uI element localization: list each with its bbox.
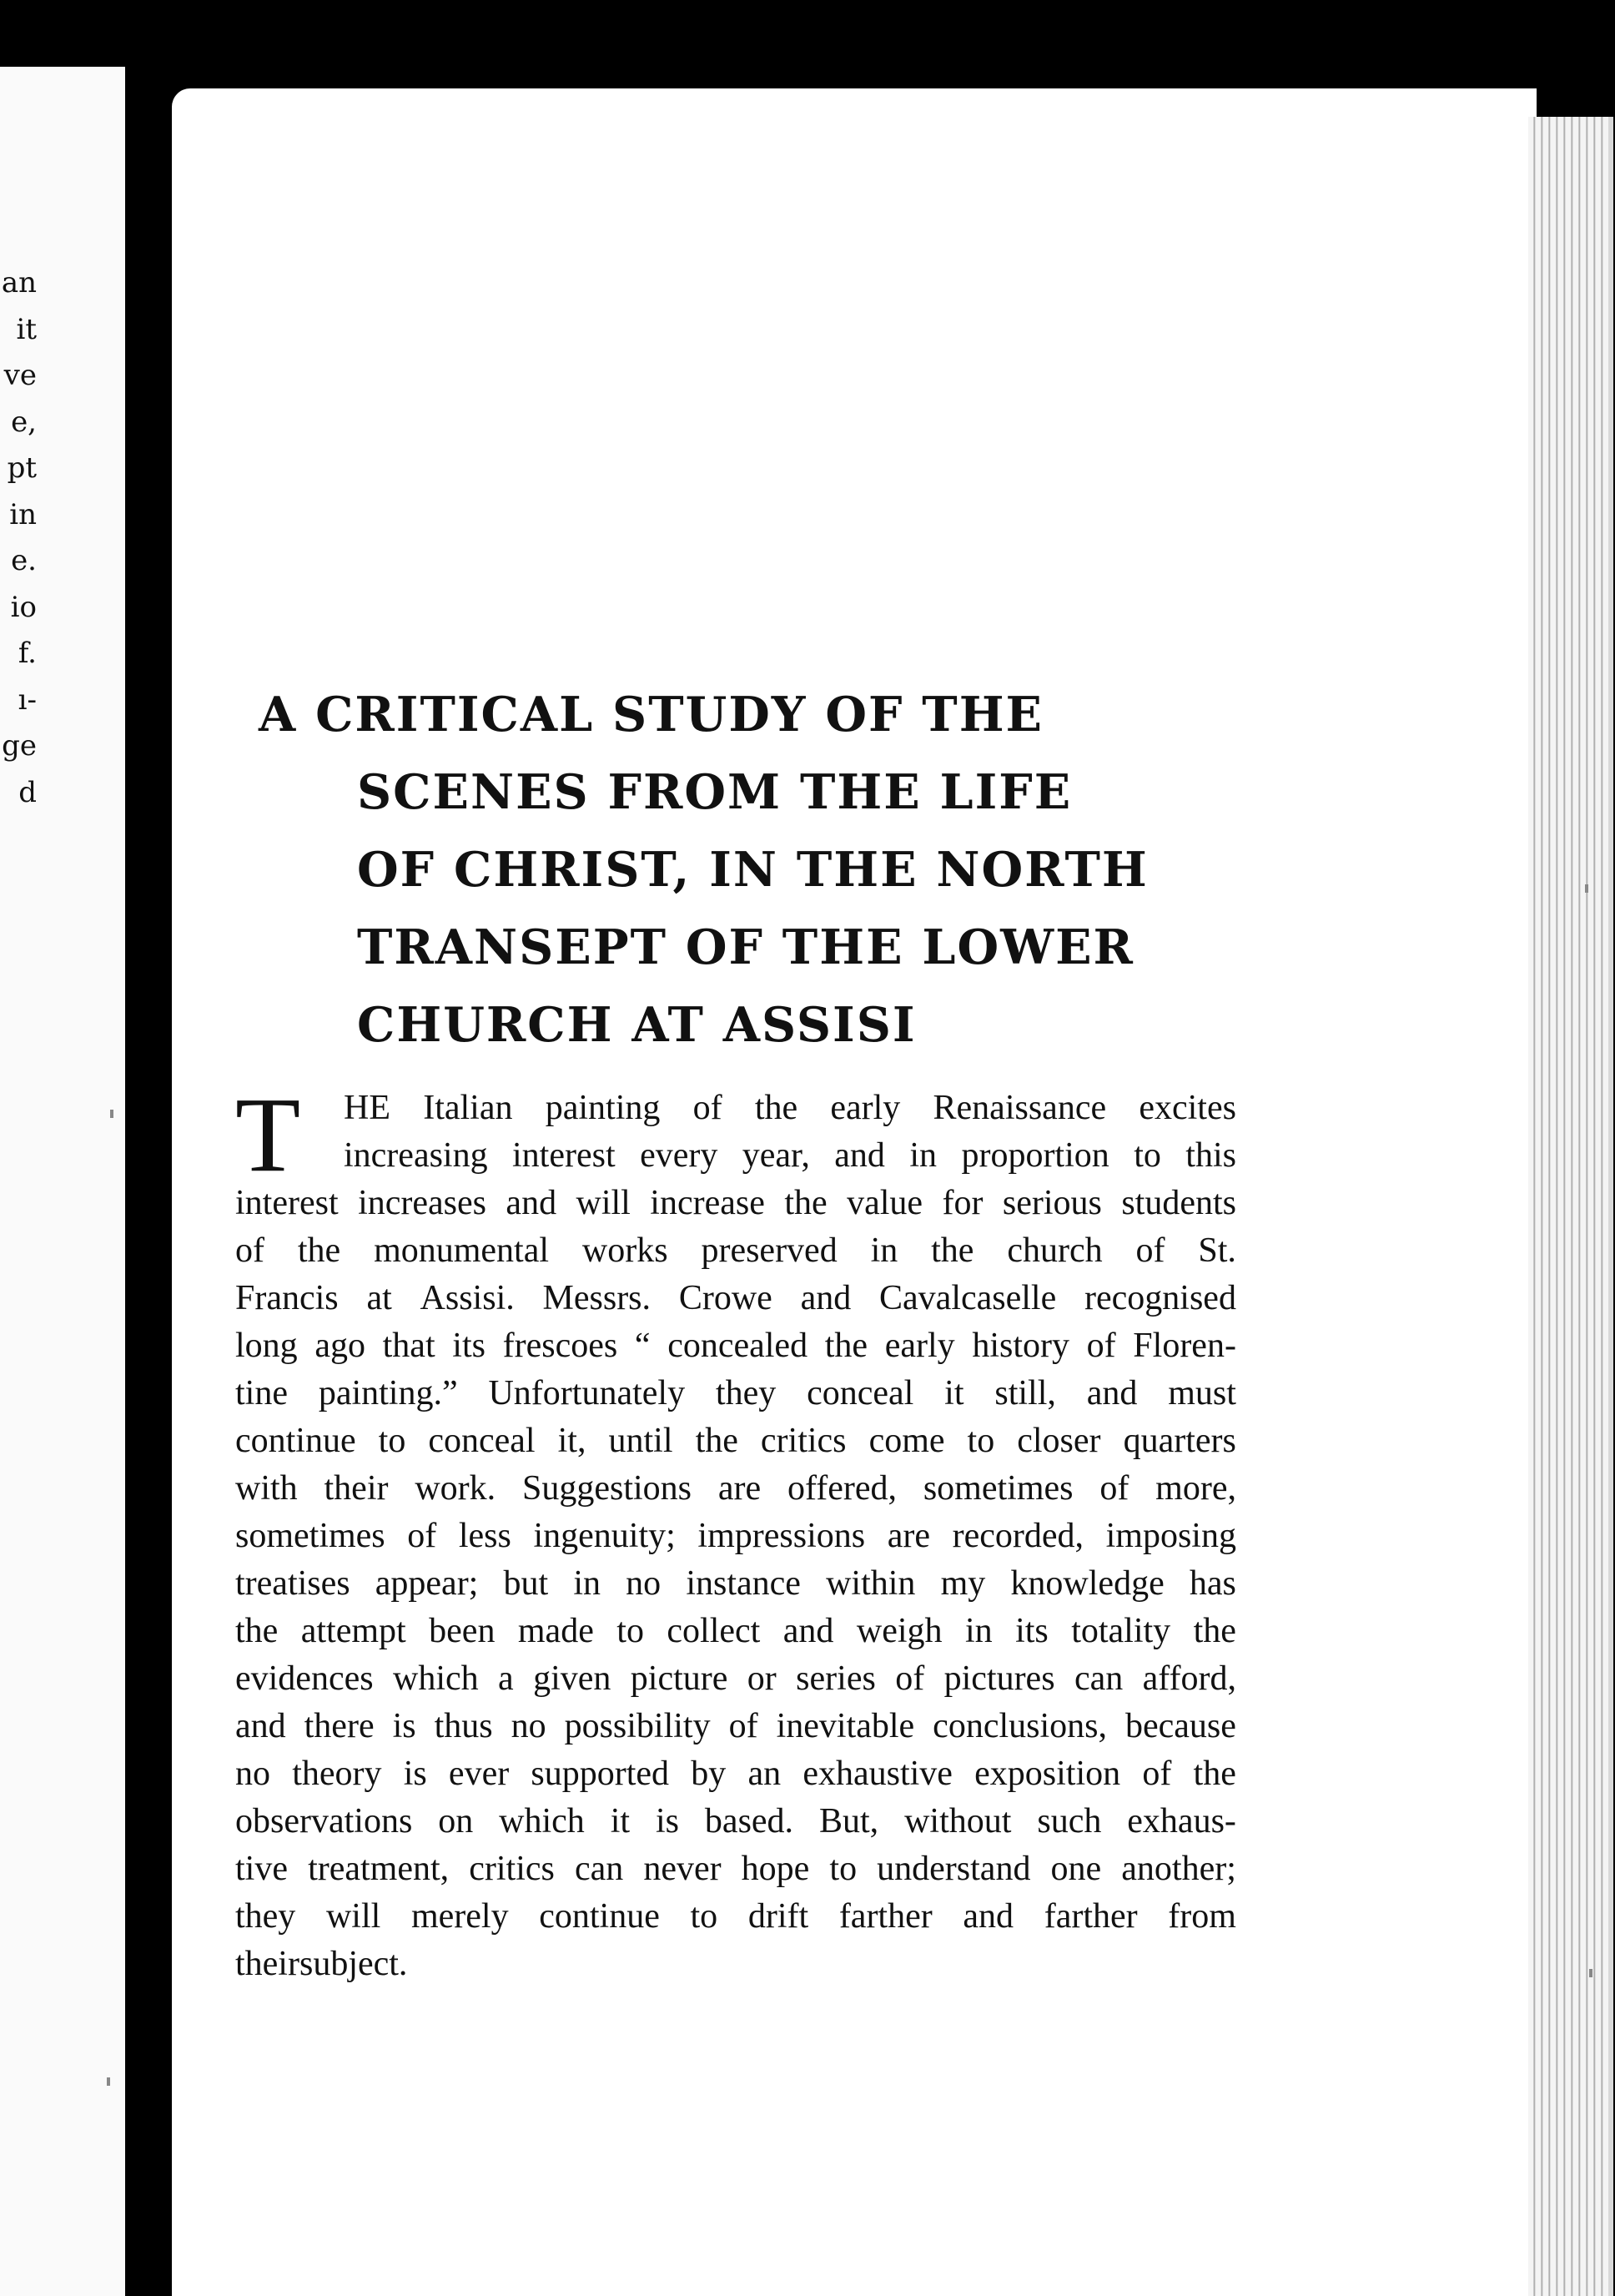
word: no [235,1755,270,1793]
book-gutter [125,0,172,2296]
page-mark [1589,1969,1592,1977]
word: one [1050,1850,1102,1888]
word: the [297,1231,341,1270]
word: early [884,1327,955,1365]
body-line [235,1655,1236,1703]
word: painting.” [318,1374,458,1412]
word: ingenuity; [533,1517,676,1555]
word: is [392,1707,416,1745]
word: the [1193,1612,1236,1650]
word: it [944,1374,964,1412]
word: church [1007,1231,1103,1270]
word: such [1037,1802,1102,1840]
word: in [573,1564,601,1603]
word: in [870,1231,898,1270]
word: an [747,1755,782,1793]
word: the [754,1089,798,1127]
word: come [868,1422,945,1460]
word: and [506,1184,557,1222]
word: year, [742,1136,810,1175]
word: tive [235,1850,288,1888]
body-line [235,1941,1236,1988]
word: every [640,1136,718,1175]
word: they [715,1374,777,1412]
word: another; [1121,1850,1236,1888]
word: will [325,1897,381,1936]
left-fragment: io [10,590,37,624]
word: exhaustive [802,1755,953,1793]
body-line [235,1560,1236,1608]
word: and [782,1612,834,1650]
word: drift [747,1897,809,1936]
word: thus [434,1707,493,1745]
word: value [847,1184,923,1222]
word: of [1086,1327,1116,1365]
word: the [824,1327,868,1365]
word: which [392,1659,479,1698]
body-line [235,1750,1236,1798]
title-line: TRANSEPT OF THE LOWER [357,919,1135,975]
word: supported [531,1755,670,1793]
word: HE [344,1089,390,1127]
word: less [458,1517,511,1555]
word: are [717,1469,762,1508]
word: farther [1044,1897,1138,1936]
left-fragment: ge [2,729,37,763]
word: imposing [1105,1517,1236,1555]
word: and [1086,1374,1138,1412]
word: been [429,1612,496,1650]
word: will [576,1184,631,1222]
word: the [1193,1755,1236,1793]
word: interest [512,1136,616,1175]
word: increase [650,1184,765,1222]
word: this [1185,1136,1236,1175]
word: Suggestions [522,1469,692,1508]
word: attempt [300,1612,406,1650]
left-page-text-fragments [0,260,37,816]
word: or [747,1659,777,1698]
word: it, [557,1422,586,1460]
word: are [887,1517,930,1555]
word: possibility [564,1707,711,1745]
word: weigh [856,1612,943,1650]
word: Renaissance [933,1089,1107,1127]
word: knowledge [1010,1564,1165,1603]
body-line [235,1798,1236,1845]
word: work. [415,1469,496,1508]
left-fragment: f. [18,637,37,670]
word: the [235,1612,279,1650]
body-line [235,1608,1236,1655]
word: that [382,1327,435,1365]
word: afford, [1142,1659,1236,1698]
word: offered, [787,1469,897,1508]
left-fragment: ı- [18,682,37,717]
word: and [834,1136,885,1175]
word: impressions [697,1517,866,1555]
word: a [498,1659,514,1698]
word: has [1189,1564,1236,1603]
word: made [517,1612,594,1650]
word: within [826,1564,916,1603]
left-fragment: it [16,312,37,346]
word: critics [760,1422,847,1460]
word: Assisi. [420,1279,515,1317]
word: its [1015,1612,1049,1650]
word: of [235,1231,264,1270]
word: theory [292,1755,382,1793]
word: to [690,1897,718,1936]
word: of [728,1707,758,1745]
word: picture [630,1659,728,1698]
word: closer [1017,1422,1101,1460]
word: treatises [235,1564,350,1603]
word: farther [838,1897,933,1936]
title-line: OF CHRIST, IN THE NORTH [357,842,1149,898]
body-line [235,1893,1236,1941]
word: they [235,1897,296,1936]
left-fragment: e. [11,544,37,577]
word: in [964,1612,993,1650]
body-line [235,1845,1236,1893]
left-fragment: in [9,497,37,531]
body-line [344,1085,1236,1132]
word: which [499,1802,585,1840]
body-line [235,1275,1236,1322]
word: “ [634,1327,651,1365]
word: merely [410,1897,509,1936]
word: and [800,1279,852,1317]
word: no [626,1564,662,1603]
word: the [784,1184,828,1222]
title-line: SCENES FROM THE LIFE [357,764,1073,820]
word: their [235,1945,299,1983]
word: understand [877,1850,1031,1888]
article-title [259,676,1243,1064]
article-body [235,1085,1236,1988]
word: history [972,1327,1069,1365]
word: collect [667,1612,761,1650]
word: continue [539,1897,660,1936]
word: the [931,1231,974,1270]
word: my [940,1564,986,1603]
word: of [407,1517,437,1555]
word: their [324,1469,389,1508]
word: concealed [667,1327,808,1365]
word: totality [1071,1612,1171,1650]
body-line [344,1132,1236,1180]
word: conceal [428,1422,536,1460]
word: of [1135,1231,1165,1270]
word: sometimes [923,1469,1074,1508]
word: can [574,1850,624,1888]
word: frescoes [502,1327,618,1365]
word: to [1134,1136,1161,1175]
body-line [235,1227,1236,1275]
word: observations [235,1802,413,1840]
body-line [235,1180,1236,1227]
word: of [692,1089,722,1127]
word: to [829,1850,858,1888]
word: Floren- [1133,1327,1236,1365]
word: its [452,1327,486,1365]
drop-cap: T [235,1075,301,1194]
page-mark [107,2077,110,2086]
word: preserved [701,1231,838,1270]
left-fragment: ve [3,359,37,392]
word: interest [235,1184,339,1222]
word: works [581,1231,668,1270]
left-fragment: e, [11,405,37,439]
word: until [608,1422,673,1460]
word: ago [314,1327,365,1365]
word: Messrs. [542,1279,652,1317]
body-line [235,1465,1236,1513]
left-fragment: d [18,775,37,809]
word: based. [704,1802,794,1840]
word: given [533,1659,611,1698]
word: to [378,1422,406,1460]
word: painting [545,1089,661,1127]
word: excites [1139,1089,1236,1127]
word: students [1121,1184,1236,1222]
word: at [366,1279,392,1317]
word: long [235,1327,298,1365]
word: of [1099,1469,1129,1508]
word: conceal [807,1374,914,1412]
word: with [235,1469,298,1508]
word: recorded, [952,1517,1084,1555]
word: is [403,1755,427,1793]
word: Crowe [678,1279,772,1317]
word: there [304,1707,375,1745]
word: for [942,1184,984,1222]
word: recognised [1084,1279,1236,1317]
left-fragment: an [1,266,37,300]
word: tine [235,1374,288,1412]
word: conclusions, [933,1707,1107,1745]
left-fragment: pt [7,451,37,485]
word: and [963,1897,1014,1936]
word: Italian [423,1089,513,1127]
word: more, [1155,1469,1236,1508]
body-line [235,1322,1236,1370]
word: it [610,1802,631,1840]
word: treatment, [308,1850,450,1888]
word: of [895,1659,925,1698]
body-line [235,1370,1236,1417]
word: Francis [235,1279,339,1317]
word: instance [686,1564,801,1603]
body-line [235,1417,1236,1465]
word: subject. [299,1945,408,1983]
title-line: A CRITICAL STUDY OF THE [259,687,1044,743]
word: on [438,1802,474,1840]
page-edges [1528,117,1613,2296]
word: early [830,1089,901,1127]
word: the [695,1422,738,1460]
word: from [1168,1897,1236,1936]
word: quarters [1123,1422,1236,1460]
word: still, [994,1374,1056,1412]
body-line [235,1513,1236,1560]
word: Cavalcaselle [879,1279,1057,1317]
word: critics [469,1850,555,1888]
word: hope [741,1850,810,1888]
word: by [691,1755,727,1793]
word: because [1124,1707,1236,1745]
word: increases [358,1184,486,1222]
word: series [796,1659,876,1698]
word: in [909,1136,938,1175]
word: increasing [344,1136,488,1175]
word: to [967,1422,995,1460]
word: exposition [974,1755,1121,1793]
word: of [1142,1755,1172,1793]
title-line: CHURCH AT ASSISI [357,997,917,1053]
word: never [643,1850,722,1888]
body-line [235,1703,1236,1750]
word: to [616,1612,644,1650]
word: monumental [374,1231,550,1270]
word: ever [448,1755,510,1793]
word: sometimes [235,1517,385,1555]
word: Unfortunately [488,1374,686,1412]
word: inevitable [776,1707,915,1745]
word: is [655,1802,679,1840]
word: pictures [943,1659,1055,1698]
word: must [1168,1374,1236,1412]
word: without [904,1802,1012,1840]
word: no [511,1707,546,1745]
word: appear; [375,1564,479,1603]
word: But, [818,1802,879,1840]
word: St. [1198,1231,1236,1270]
word: and [235,1707,286,1745]
word: but [503,1564,549,1603]
word: exhaus- [1127,1802,1236,1840]
page-mark [110,1110,113,1118]
word: continue [235,1422,356,1460]
word: evidences [235,1659,374,1698]
word: can [1074,1659,1124,1698]
word: proportion [961,1136,1109,1175]
word: serious [1002,1184,1102,1222]
page-mark [1585,884,1588,893]
